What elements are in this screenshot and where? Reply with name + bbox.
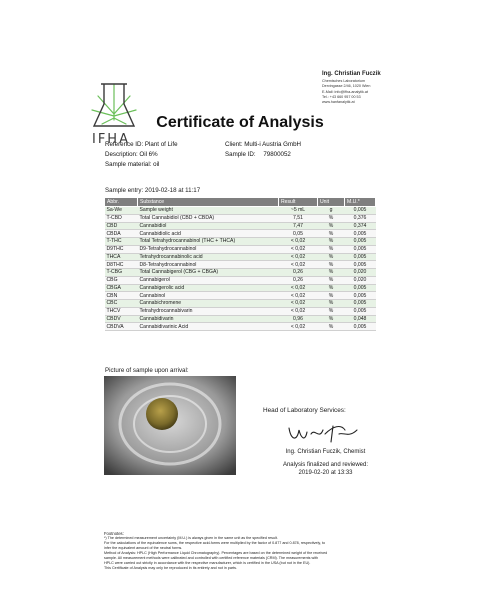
cell-mu: 0,005: [345, 300, 376, 308]
table-row: [105, 238, 376, 246]
lab-line: E-Mail: info@ifha-analytik.at: [322, 89, 368, 94]
cell-unit: %: [318, 269, 345, 277]
cell-result: < 0,02: [279, 253, 318, 261]
cell-abbr: T-CBG: [105, 269, 138, 277]
cell-mu: 0,376: [345, 214, 376, 222]
document-title: Certificate of Analysis: [156, 114, 324, 131]
sample-id-value: 79800052: [263, 151, 291, 158]
cell-abbr: D9THC: [105, 245, 138, 253]
finalized-block: [263, 461, 388, 477]
cell-result: 0,26: [279, 276, 318, 284]
cell-abbr: CBC: [105, 300, 138, 308]
picture-label: Picture of sample upon arrival:: [105, 367, 189, 374]
cell-unit: %: [318, 292, 345, 300]
cell-substance: Cannabidiol: [138, 222, 279, 230]
table-header-row: [105, 198, 376, 207]
cell-substance: Tetrahydrocannabinolic acid: [138, 253, 279, 261]
cell-mu: 0,005: [345, 207, 376, 215]
cell-unit: %: [318, 276, 345, 284]
cell-abbr: CBDV: [105, 315, 138, 323]
cell-abbr: CBD: [105, 222, 138, 230]
cell-substance: Cannabidivarinic Acid: [138, 323, 279, 331]
cell-abbr: T-THC: [105, 238, 138, 246]
cell-mu: 0,005: [345, 238, 376, 246]
logo-wordmark: IFHA: [92, 132, 130, 147]
cell-result: 0,26: [279, 269, 318, 277]
table-row: [105, 284, 376, 292]
cell-unit: %: [318, 214, 345, 222]
cell-result: < 0,02: [279, 238, 318, 246]
cell-unit: %: [318, 230, 345, 238]
lab-line: Dervingasse 2/46, 1020 Wien: [322, 84, 371, 89]
cell-result: < 0,02: [279, 284, 318, 292]
footnote-line: *) The determined measurement uncertainty (M.U.) is always given in the same unit as the specified result.: [104, 536, 278, 540]
table-row: [105, 276, 376, 284]
col-result: Result: [279, 198, 318, 207]
footnote-line: This Certificate of Analysis may only be reproduced in its entirety and not in parts.: [104, 566, 238, 570]
table-row: [105, 222, 376, 230]
table-row: [105, 245, 376, 253]
cell-abbr: CBDVA: [105, 323, 138, 331]
col-unit: Unit: [318, 198, 345, 207]
cell-substance: Sample weight: [138, 207, 279, 215]
lab-line: Chemisches Laboratorium: [322, 79, 366, 83]
lab-line: Tel.: +43 660 957 00 53: [322, 94, 361, 99]
table-row: [105, 300, 376, 308]
footnote-line: For the calculations of the equivalence sums, the respective acid-forms were multiplied by the factor of 0.877 and 0.878, respectively, to: [104, 541, 326, 545]
meta-left: [105, 141, 178, 171]
lab-line: www.hanfanalytik.at: [322, 100, 355, 105]
table-row: [105, 315, 376, 323]
cell-substance: Total Cannabidiol (CBD + CBDA): [138, 214, 279, 222]
cell-unit: %: [318, 238, 345, 246]
cell-result: 0,05: [279, 230, 318, 238]
sample-id-label: Sample ID:: [225, 151, 256, 158]
cell-abbr: D8THC: [105, 261, 138, 269]
cell-abbr: THCV: [105, 307, 138, 315]
signature: [285, 420, 365, 446]
cell-substance: Cannabichromene: [138, 300, 279, 308]
cell-unit: %: [318, 253, 345, 261]
cell-unit: %: [318, 284, 345, 292]
cell-substance: Cannabigerolic acid: [138, 284, 279, 292]
cell-substance: D9-Tetrahydrocannabinol: [138, 245, 279, 253]
table-row: [105, 269, 376, 277]
cell-unit: g: [318, 207, 345, 215]
head-of-lab-label: Head of Laboratory Services:: [263, 407, 346, 414]
cell-abbr: CBN: [105, 292, 138, 300]
footnote-line: Method of Analysis: HPLC (High Performance Liquid Chromatography). Percentages are based on the determined weight of the received: [104, 551, 328, 555]
cell-result: < 0,02: [279, 245, 318, 253]
lab-name: Ing. Christian Fuczik: [322, 71, 381, 77]
cell-result: < 0,02: [279, 323, 318, 331]
cell-substance: Cannabinol: [138, 292, 279, 300]
table-row: [105, 207, 376, 215]
sample-entry: Sample entry: 2019-02-18 at 11:17: [105, 187, 201, 194]
client: Client: Multi-i Austria GmbH: [225, 141, 301, 148]
table-row: [105, 307, 376, 315]
lab-address: [322, 79, 370, 105]
cell-mu: 0,048: [345, 315, 376, 323]
cell-unit: %: [318, 222, 345, 230]
col-abbr: Abbr.: [105, 198, 138, 207]
cell-result: < 0,02: [279, 261, 318, 269]
col-substance: Substance: [138, 198, 279, 207]
footnote-line: infer the equivalent amount of the neutral forms.: [104, 546, 183, 550]
cell-unit: %: [318, 323, 345, 331]
cell-abbr: CBDA: [105, 230, 138, 238]
table-row: [105, 292, 376, 300]
cell-substance: D8-Tetrahydrocannabinol: [138, 261, 279, 269]
cell-substance: Cannabigerol: [138, 276, 279, 284]
table-row: [105, 261, 376, 269]
cell-unit: %: [318, 315, 345, 323]
cell-abbr: THCA: [105, 253, 138, 261]
cell-substance: Total Cannabigerol (CBG + CBGA): [138, 269, 279, 277]
cell-result: 0,96: [279, 315, 318, 323]
footnote-line: HPLC were carried out strictly in accordance with the respective manufacturer, which is certified in the USA (but not in the EU).: [104, 561, 311, 565]
cell-mu: 0,005: [345, 261, 376, 269]
chemist-name: Ing. Christian Fuczik, Chemist: [285, 449, 366, 455]
table-row: [105, 253, 376, 261]
cell-unit: %: [318, 307, 345, 315]
cell-unit: %: [318, 245, 345, 253]
cell-substance: Cannabidivarin: [138, 315, 279, 323]
footnotes-text: [104, 536, 394, 571]
col-mu: M.U.*: [345, 198, 376, 207]
sample-photo: [104, 376, 236, 475]
sample-material: Sample material: oil: [105, 161, 160, 168]
cell-result: < 0,02: [279, 307, 318, 315]
footnote-line: sample. All measurement methods were calibrated and controlled with certified reference materials (CRM). The measurements with: [104, 556, 319, 560]
cell-abbr: CBGA: [105, 284, 138, 292]
cell-abbr: CBG: [105, 276, 138, 284]
cell-mu: 0,020: [345, 276, 376, 284]
finalized-label: Analysis finalized and reviewed:: [282, 462, 369, 468]
sample-id-row: [225, 151, 301, 161]
cell-mu: 0,005: [345, 292, 376, 300]
cell-mu: 0,005: [345, 307, 376, 315]
description: Description: Oil 6%: [105, 151, 158, 158]
cell-substance: Total Tetrahydrocannabinol (THC + THCA): [138, 238, 279, 246]
cell-mu: 0,020: [345, 269, 376, 277]
cell-abbr: Sa-We: [105, 207, 138, 215]
cell-mu: 0,005: [345, 284, 376, 292]
cell-mu: 0,005: [345, 230, 376, 238]
cell-result: ~5 mL: [279, 207, 318, 215]
table-row: [105, 214, 376, 222]
cell-mu: 0,005: [345, 323, 376, 331]
cell-mu: 0,005: [345, 253, 376, 261]
cell-result: 7,47: [279, 222, 318, 230]
cell-mu: 0,374: [345, 222, 376, 230]
results-table: [104, 197, 376, 331]
cell-substance: Tetrahydrocannabivarin: [138, 307, 279, 315]
cell-unit: %: [318, 300, 345, 308]
table-row: [105, 230, 376, 238]
finalized-date: 2019-02-20 at 13:33: [298, 470, 353, 476]
cell-result: 7,51: [279, 214, 318, 222]
cell-abbr: T-CBD: [105, 214, 138, 222]
cell-result: < 0,02: [279, 292, 318, 300]
footnotes-title: Footnotes:: [104, 531, 124, 536]
reference-id: Reference ID: Plant of Life: [105, 141, 178, 148]
table-row: [105, 323, 376, 331]
cell-substance: Cannabidiolic acid: [138, 230, 279, 238]
cell-result: < 0,02: [279, 300, 318, 308]
cell-unit: %: [318, 261, 345, 269]
meta-right: [225, 141, 301, 161]
cell-mu: 0,005: [345, 245, 376, 253]
